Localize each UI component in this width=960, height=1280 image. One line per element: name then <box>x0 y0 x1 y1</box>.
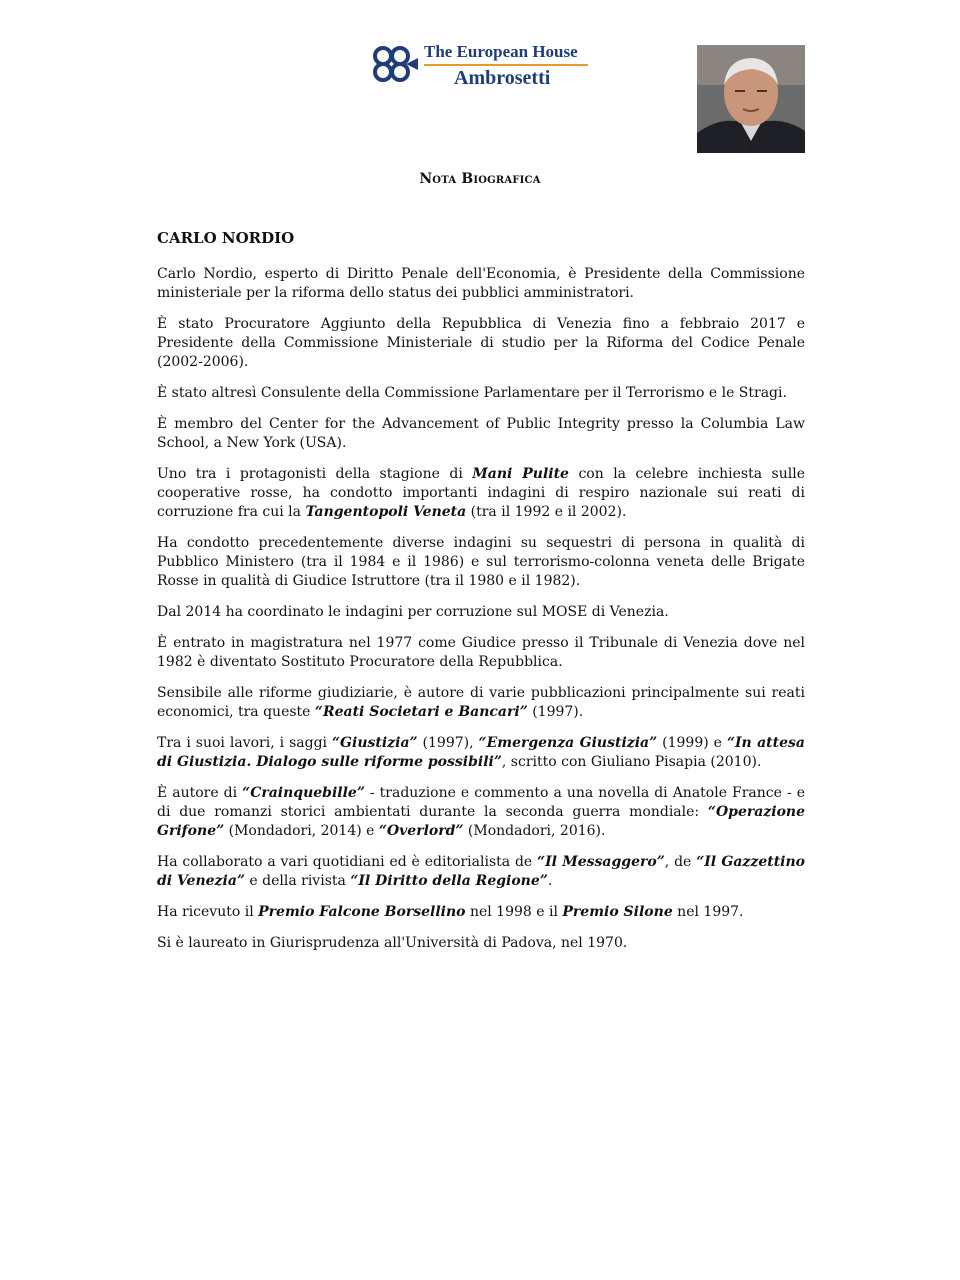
bio-text: nel 1997. <box>672 904 744 920</box>
bio-text: , scritto con Giuliano Pisapia (2010). <box>501 754 762 770</box>
logo-divider <box>424 64 588 66</box>
person-name: CARLO NORDIO <box>157 229 295 247</box>
portrait-image <box>697 45 805 153</box>
bio-text: Dal 2014 ha coordinato le indagini per corruzione sul MOSE di Venezia. <box>157 604 669 620</box>
bio-paragraph <box>157 603 805 622</box>
bio-text: Carlo Nordio, esperto di Diritto Penale dell'Economia, è Presidente della Commissione ministeriale per la riforma dello status dei pubblici amministratori. <box>157 266 805 301</box>
emphasized-title: “Il Messaggero” <box>537 854 665 870</box>
emphasized-title: “Il Diritto della Regione” <box>350 873 548 889</box>
bio-text: nel 1998 e il <box>465 904 563 920</box>
bio-text: (1997), <box>417 735 479 751</box>
emphasized-title: “Il Gazzettino di Venezia” <box>157 854 805 889</box>
bio-text: - traduzione e commento a una novella di Anatole France - e di due romanzi storici ambientati durante la seconda guerra mondiale: <box>157 785 805 820</box>
bio-text: Uno tra i protagonisti della stagione di <box>157 466 473 482</box>
bio-paragraph <box>157 384 805 403</box>
emphasized-title: “Crainquebille” <box>242 785 365 801</box>
document-heading: Nota Biografica <box>419 171 541 187</box>
logo-text-line2: Ambrosetti <box>454 67 551 89</box>
bio-text: È entrato in magistratura nel 1977 come Giudice presso il Tribunale di Venezia dove nel 1982 è diventato Sostituto Procuratore della Repubblica. <box>157 635 805 670</box>
bio-paragraph <box>157 465 805 522</box>
bio-paragraph <box>157 684 805 722</box>
emphasized-title: “Reati Societari e Bancari” <box>314 704 528 720</box>
bio-paragraph <box>157 265 805 303</box>
emphasized-title: “Overlord” <box>378 823 464 839</box>
bio-text: , de <box>664 854 697 870</box>
bio-paragraph <box>157 415 805 453</box>
bio-text: e della rivista <box>244 873 351 889</box>
logo-text-line1: The European House <box>424 42 578 61</box>
bio-paragraph <box>157 784 805 841</box>
bio-text: È membro del Center for the Advancement of Public Integrity presso la Columbia Law School, a New York (USA). <box>157 416 805 451</box>
bio-text: . <box>547 873 553 889</box>
ambrosetti-logo <box>370 40 592 92</box>
bio-paragraph <box>157 734 805 772</box>
bio-text: È autore di <box>157 785 243 801</box>
portrait-photo <box>697 45 805 153</box>
bio-text: Tra i suoi lavori, i saggi <box>157 735 332 751</box>
biography-body <box>157 265 805 965</box>
bio-paragraph <box>157 903 805 922</box>
bio-text: (Mondadori, 2014) e <box>224 823 379 839</box>
bio-paragraph <box>157 534 805 591</box>
emphasized-title: Premio Falcone Borsellino <box>258 904 466 920</box>
bio-paragraph <box>157 853 805 891</box>
emphasized-title: Mani Pulite <box>472 466 569 482</box>
logo-mark-icon <box>370 42 420 86</box>
emphasized-title: “In attesa di Giustizia. Dialogo sulle riforme possibili” <box>157 735 805 770</box>
bio-text: (1997). <box>527 704 584 720</box>
bio-text: Sensibile alle riforme giudiziarie, è autore di varie pubblicazioni principalmente sui reati economici, tra queste <box>157 685 805 720</box>
bio-paragraph <box>157 634 805 672</box>
bio-paragraph <box>157 315 805 372</box>
bio-text: È stato altresì Consulente della Commissione Parlamentare per il Terrorismo e le Stragi. <box>157 385 787 401</box>
bio-text: Ha collaborato a vari quotidiani ed è editorialista de <box>157 854 538 870</box>
bio-text: È stato Procuratore Aggiunto della Repubblica di Venezia fino a febbraio 2017 e Presidente della Commissione Ministeriale di studio per la Riforma del Codice Penale (2002-2006). <box>157 316 805 370</box>
bio-paragraph <box>157 934 805 953</box>
bio-text: Ha ricevuto il <box>157 904 259 920</box>
bio-text: (Mondadori, 2016). <box>463 823 606 839</box>
bio-text: con la celebre inchiesta sulle cooperative rosse, ha condotto importanti indagini di respiro nazionale sui reati di corruzione fra cui la <box>157 466 806 520</box>
emphasized-title: “Emergenza Giustizia” <box>478 735 658 751</box>
bio-text: (tra il 1992 e il 2002). <box>466 504 627 520</box>
emphasized-title: Tangentopoli Veneta <box>305 504 467 520</box>
emphasized-title: “Operazione Grifone” <box>157 804 805 839</box>
bio-text: (1999) e <box>657 735 727 751</box>
emphasized-title: Premio Silone <box>562 904 673 920</box>
emphasized-title: “Giustizia” <box>332 735 418 751</box>
bio-text: Si è laureato in Giurisprudenza all'Università di Padova, nel 1970. <box>157 935 628 951</box>
bio-text: Ha condotto precedentemente diverse indagini su sequestri di persona in qualità di Pubblico Ministero (tra il 1984 e il 1986) e sul terrorismo-colonna veneta delle Brigate Rosse in qualità di Giudice Istruttore (tra il 1980 e il 1982). <box>157 535 805 589</box>
